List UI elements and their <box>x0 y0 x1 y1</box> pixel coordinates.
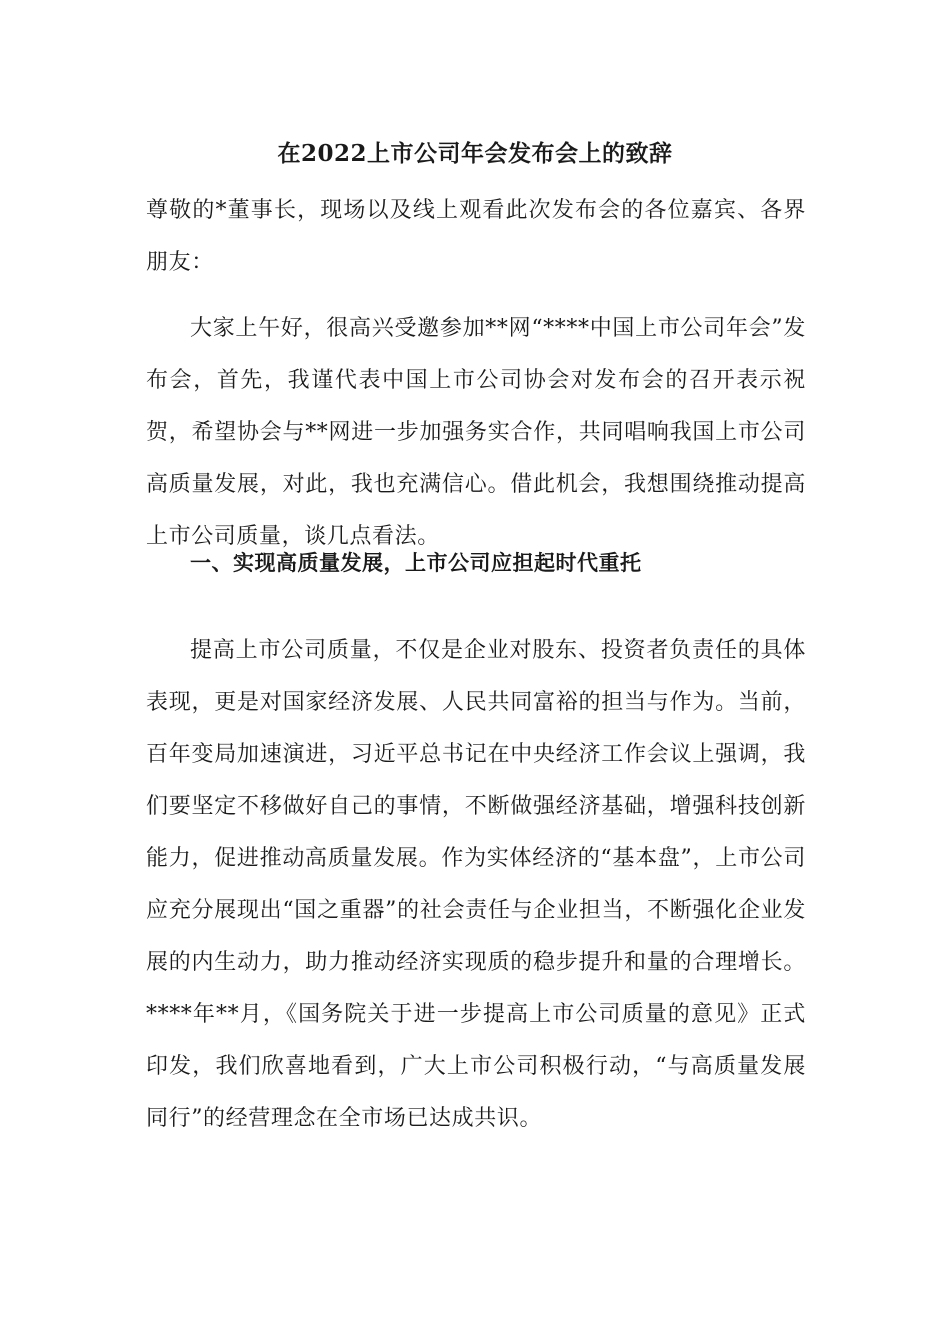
salutation-paragraph: 尊敬的*董事长，现场以及线上观看此次发布会的各位嘉宾、各界朋友： <box>146 198 806 275</box>
body-paragraph: 提高上市公司质量，不仅是企业对股东、投资者负责任的具体表现，更是对国家经济发展、人民共同富裕的担当与作为。当前，百年变局加速演进，习近平总书记在中央经济工作会议上强调，我们要坚定不移做好自己的事情，不断做强经济基础，增强科技创新能力，促进推动高质量发展。作为实体经济的“基本盘”，上市公司应充分展现出“国之重器”的社会责任与企业担当，不断强化企业发展的内生动力，助力推动经济实现质的稳步提升和量的合理增长。****年**月，《国务院关于进一步提高上市公司质量的意见》正式印发，我们欣喜地看到，广大上市公司积极行动，“与高质量发展同行”的经营理念在全市场已达成共识。 <box>146 638 806 1131</box>
document-title: 在2022上市公司年会发布会上的致辞 <box>277 140 673 167</box>
opening-paragraph: 大家上午好，很高兴受邀参加**网“****中国上市公司年会”发布会，首先，我谨代表中国上市公司协会对发布会的召开表示祝贺，希望协会与**网进一步加强务实合作，共同唱响我国上市公司高质量发展，对此，我也充满信心。借此机会，我想围绕推动提高上市公司质量，谈几点看法。 <box>146 316 806 549</box>
section-heading: 一、实现高质量发展，上市公司应担起时代重托 <box>190 550 642 575</box>
